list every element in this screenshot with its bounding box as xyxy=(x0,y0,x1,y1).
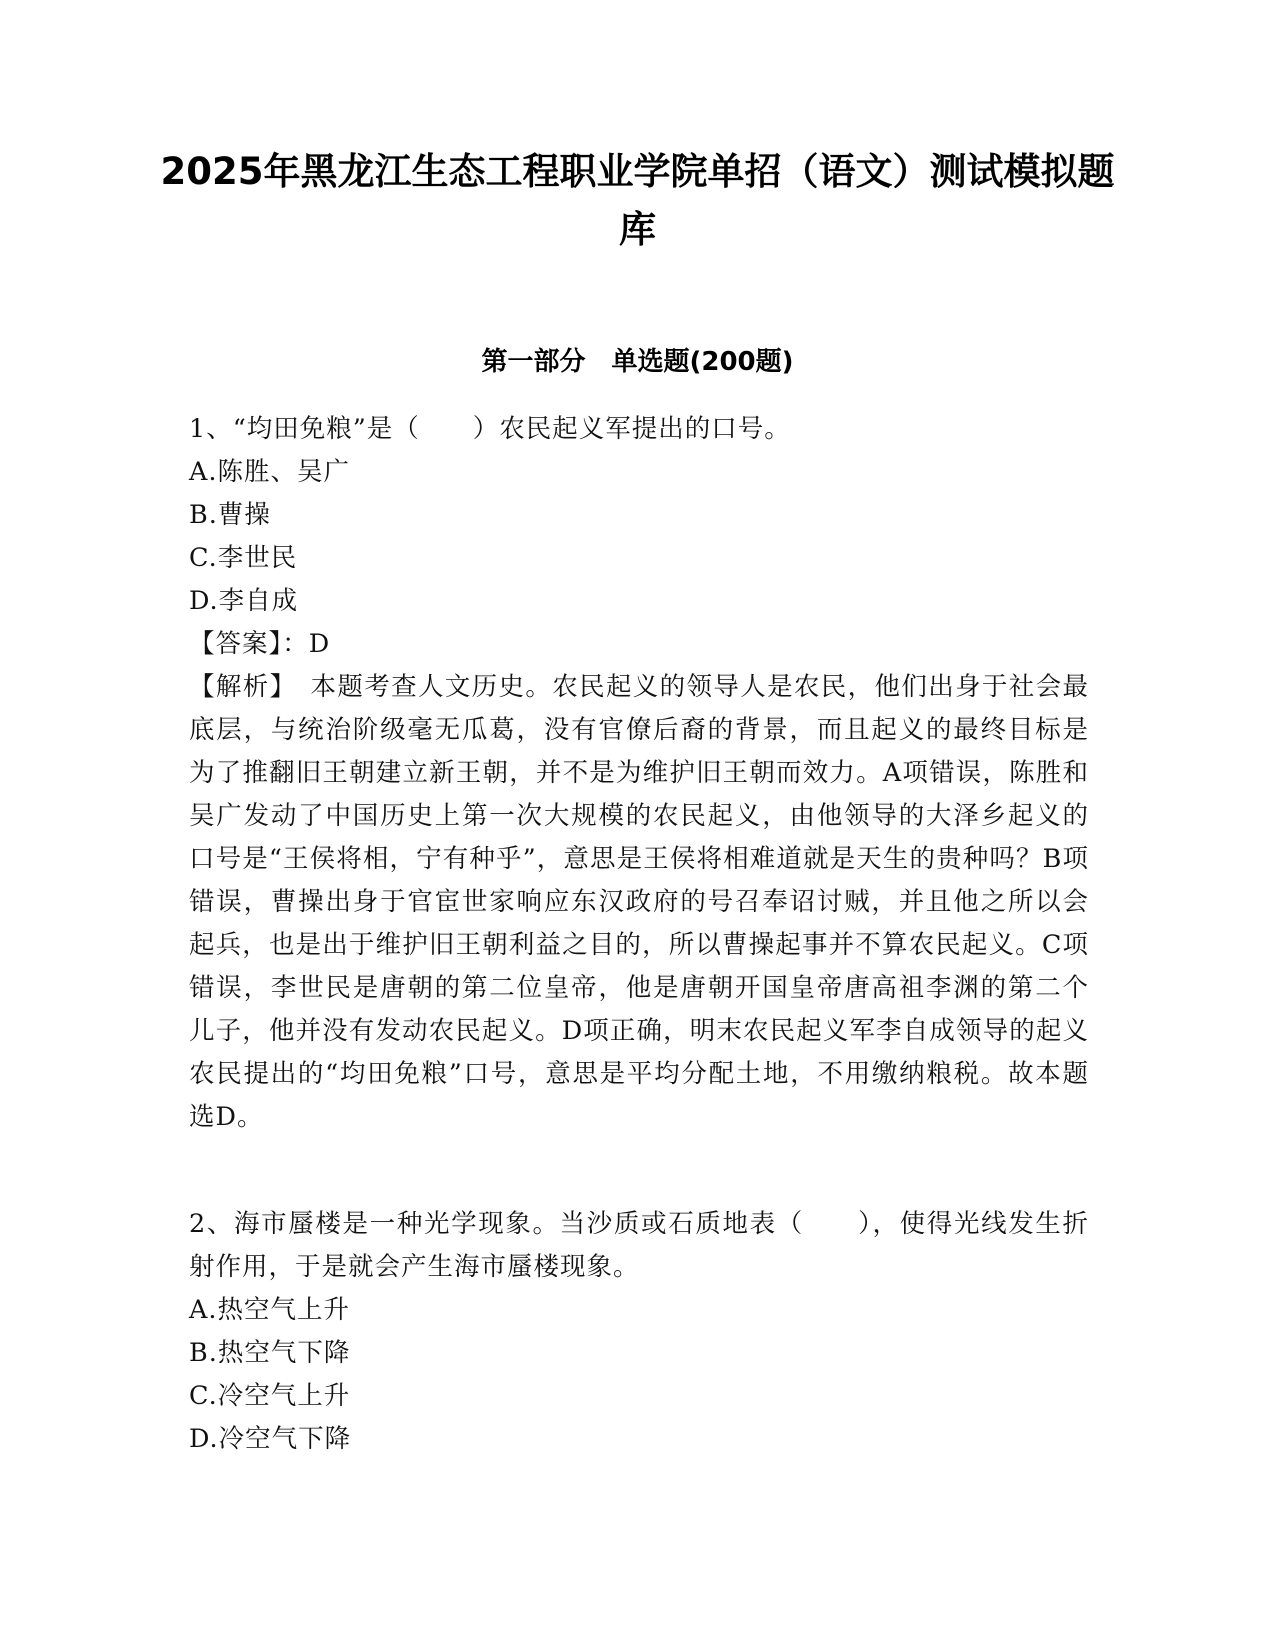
question-2 xyxy=(189,1203,1089,1461)
option-c: C.冷空气上升 xyxy=(189,1381,351,1411)
option-c: C.李世民 xyxy=(189,543,298,573)
option-d: D.冷空气下降 xyxy=(189,1424,352,1454)
document-title: 2025年黑龙江生态工程职业学院单招（语文）测试模拟题库 xyxy=(160,150,1115,251)
option-a: A.热空气上升 xyxy=(189,1295,351,1325)
analysis-paragraph: 【解析】 本题考查人文历史。农民起义的领导人是农民，他们出身于社会最底层，与统治阶级毫无瓜葛，没有官僚后裔的背景，而且起义的最终目标是为了推翻旧王朝建立新王朝，并不是为维护旧王朝而效力。A项错误，陈胜和吴广发动了中国历史上第一次大规模的农民起义，由他领导的大泽乡起义的口号是“王侯将相，宁有种乎”，意思是王侯将相难道就是天生的贵种吗？B项错误，曹操出身于官宦世家响应东汉政府的号召奉诏讨贼，并且他之所以会起兵，也是出于维护旧王朝利益之目的，所以曹操起事并不算农民起义。C项错误，李世民是唐朝的第二位皇帝，他是唐朝开国皇帝唐高祖李渊的第二个儿子，他并没有发动农民起义。D项正确，明末农民起义军李自成领导的起义农民提出的“均田免粮”口号，意思是平均分配土地，不用缴纳粮税。故本题选D。 xyxy=(189,672,1089,1132)
section-title: 第一部分 单选题(200题) xyxy=(481,347,794,377)
option-d: D.李自成 xyxy=(189,586,299,616)
option-b: B.曹操 xyxy=(189,500,271,530)
option-b: B.热空气下降 xyxy=(189,1338,351,1368)
question-stem: 2、海市蜃楼是一种光学现象。当沙质或石质地表（ ），使得光线发生折射作用，于是就会产生海市蜃楼现象。 xyxy=(189,1209,1089,1282)
answer-line: 【答案】：D xyxy=(189,629,331,659)
option-a: A.陈胜、吴广 xyxy=(189,457,351,487)
question-1 xyxy=(189,408,1089,1139)
question-stem: 1、“均田免粮”是（ ）农民起义军提出的口号。 xyxy=(189,414,791,444)
